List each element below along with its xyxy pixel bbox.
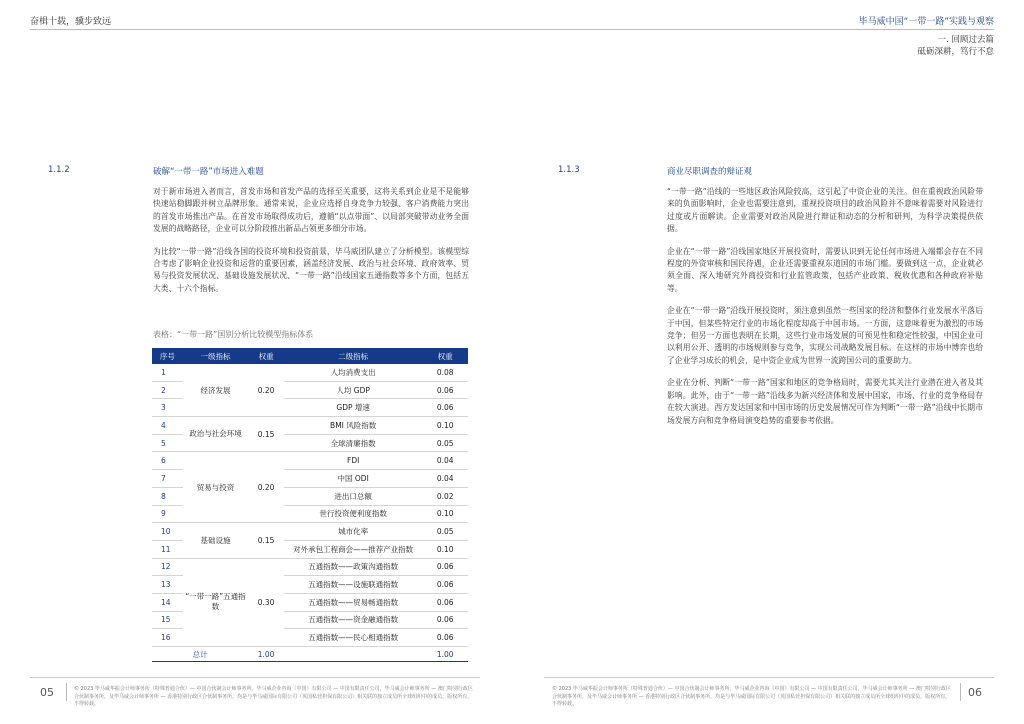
group-weight: 0.30: [248, 558, 284, 646]
row-weight: 0.02: [422, 487, 468, 505]
section-label: 一. 回顾过去篇: [937, 35, 994, 45]
row-indicator: FDI: [284, 452, 422, 470]
footer-divider-left: [66, 683, 67, 701]
row-weight: 0.10: [422, 505, 468, 523]
table-row: [152, 364, 468, 381]
right-paragraph: 企业在分析、判断“一带一路”国家和地区的竞争格局时，需要尤其关注行业潜在进入者及其影响。此外，由于“一带一路”沿线多为新兴经济体和发展中国家，市场、行业的竞争格局存在较大演进。西方发达国家和中国市场的历史发展情况可作为判断“一带一路”沿线中长期市场发展方向和竞争格局演变趋势的重要参考依据。: [667, 378, 983, 425]
row-indicator: BMI 风险指数: [284, 417, 422, 435]
row-weight: 0.05: [422, 434, 468, 452]
footer-copyright-right: © 2023 毕马威华振会计师事务所（特殊普通合伙）— 中国合伙制会计师事务所，毕马威企业咨询（中国）有限公司 — 中国有限责任公司，毕马威会计师事务所 — 澳门特别行政区合伙制事务所，及毕马威会计师事务所 — 香港特别行政区合伙制事务所，均是与毕马威国际有限公司（英国私营担保有限公司）相关联的独立成员所全球组织中的成员。版权所有，不得转载。: [552, 686, 951, 707]
group-name: 基础设施: [183, 523, 248, 558]
footer-copyright-left: © 2023 毕马威华振会计师事务所（特殊普通合伙）— 中国合伙制会计师事务所，毕马威企业咨询（中国）有限公司 — 中国有限责任公司，毕马威会计师事务所 — 澳门特别行政区合伙制事务所，及毕马威会计师事务所 — 香港特别行政区合伙制事务所，均是与毕马威国际有限公司（英国私营担保有限公司）相关联的独立成员所全球组织中的成员。版权所有，不得转载。: [74, 686, 473, 707]
group-name: 经济发展: [183, 364, 248, 417]
group-weight: 0.15: [248, 417, 284, 452]
row-seq: 11: [152, 540, 183, 558]
row-seq: 8: [152, 487, 183, 505]
table-row: [152, 417, 468, 435]
row-indicator: 人均 GDP: [284, 381, 422, 399]
row-seq: 7: [152, 470, 183, 488]
header-left-title: 奋楫十载，骥步致远: [30, 17, 112, 27]
row-indicator: 世行投资便利度指数: [284, 505, 422, 523]
section-subtitle: 砥砺深耕，笃行不怠: [917, 47, 994, 57]
row-weight: 0.06: [422, 611, 468, 629]
total-label: 总计: [152, 647, 248, 662]
row-seq: 4: [152, 417, 183, 435]
row-seq: 9: [152, 505, 183, 523]
right-paragraph: 企业在“一带一路”沿线国家地区开展投资时，需要认识到无论任何市场进入端都会存在不同程度的外资审核和国民待遇，企业还需要重视东道国的市场门槛。要做到这一点，企业就必须全面、深入地研究外商投资和行业监管政策，包括产业政策、税收优惠和各种政府补贴等。: [667, 246, 983, 293]
row-weight: 0.06: [422, 399, 468, 417]
row-indicator: 五通指数——贸易畅通指数: [284, 593, 422, 611]
group-name: 政治与社会环境: [183, 417, 248, 452]
page-number-left: 05: [40, 686, 54, 699]
total-weight: 1.00: [248, 647, 284, 662]
row-weight: 0.10: [422, 417, 468, 435]
left-paragraph: 对于新市场进入者而言，首发市场和首发产品的选择至关重要，这将关系到企业是不是能够快速站稳脚跟并树立品牌形象。通常来说，企业应选择自身竞争力较强、客户消费能力突出的首发市场推出产品。在首发市场取得成功后，遵循“以点带面”、以局部突破带动业务全面发展的战略路径，企业可以分阶段推出新品占领更多细分市场。: [153, 187, 469, 234]
right-section-title: 商业尽职调查的辩证观: [667, 167, 753, 177]
col-header-seq: 序号: [152, 348, 183, 364]
table-header-row: [152, 348, 468, 364]
left-body: [153, 186, 469, 295]
row-seq: 14: [152, 593, 183, 611]
table-row: [152, 452, 468, 470]
row-indicator: 进出口总额: [284, 487, 422, 505]
row-indicator: 全球清廉指数: [284, 434, 422, 452]
col-header-level1: 一级指标: [183, 348, 248, 364]
row-seq: 2: [152, 381, 183, 399]
row-weight: 0.06: [422, 381, 468, 399]
right-body: [667, 186, 983, 427]
right-paragraph: 企业在“一带一路”沿线开展投资时，须注意到虽然一些国家的经济和整体行业发展水平落后于中国，但某些特定行业的市场化程度却高于中国市场。一方面，这意味着更为激烈的市场竞争；但另一方面也表明在长期，这些行业市场发展的可预见性和稳定性较强，中国企业可以利用公开、透明的市场规则参与竞争，实现公司战略发展目标。在这样的市场中博弈也给了企业学习成长的机会，是中资企业成为世界一流跨国公司的重要助力。: [667, 306, 983, 365]
total-row: [152, 647, 468, 662]
header-right-title: 毕马威中国“一带一路”实践与观察: [858, 17, 994, 27]
row-seq: 5: [152, 434, 183, 452]
row-indicator: 五通指数——资金融通指数: [284, 611, 422, 629]
section-tag: [917, 34, 994, 58]
row-seq: 10: [152, 523, 183, 541]
group-weight: 0.15: [248, 523, 284, 558]
row-indicator: 五通指数——设施联通指数: [284, 576, 422, 594]
group-name: “一带一路”五通指数: [183, 558, 248, 646]
row-indicator: 中国 ODI: [284, 470, 422, 488]
row-weight: 0.06: [422, 558, 468, 576]
row-weight: 0.08: [422, 364, 468, 381]
left-section-number: 1.1.2: [48, 165, 70, 175]
left-paragraph: 为比较“一带一路”沿线各国的投资环境和投资前景，毕马威团队建立了分析模型。该模型综合考虑了影响企业投资和运营的重要因素，涵盖经济发展、政治与社会环境、政府效率、贸易与投资发展状况、基础设施发展状况、“一带一路”沿线国家五通指数等多个方面，包括五大类、十六个指标。: [153, 246, 469, 293]
col-header-weight2: 权重: [422, 348, 468, 364]
row-seq: 1: [152, 364, 183, 381]
header-rule: [30, 29, 994, 30]
row-seq: 3: [152, 399, 183, 417]
page-number-right: 06: [968, 686, 982, 699]
footer-rule-left: [30, 677, 480, 678]
col-header-level2: 二级指标: [284, 348, 422, 364]
row-indicator: 五通指数——民心相通指数: [284, 629, 422, 647]
footer-rule-right: [544, 677, 994, 678]
row-weight: 0.04: [422, 452, 468, 470]
total-blank: [284, 647, 422, 662]
footer-divider-right: [960, 683, 961, 701]
row-indicator: 五通指数——政策沟通指数: [284, 558, 422, 576]
row-weight: 0.06: [422, 629, 468, 647]
row-indicator: 人均消费支出: [284, 364, 422, 381]
row-seq: 13: [152, 576, 183, 594]
row-weight: 0.06: [422, 576, 468, 594]
right-section-number: 1.1.3: [558, 165, 580, 175]
row-seq: 6: [152, 452, 183, 470]
row-weight: 0.05: [422, 523, 468, 541]
table-row: [152, 558, 468, 576]
row-indicator: 对外承包工程商会——推荐产业指数: [284, 540, 422, 558]
indicator-table: [152, 348, 468, 662]
row-weight: 0.10: [422, 540, 468, 558]
row-indicator: GDP 增速: [284, 399, 422, 417]
group-name: 贸易与投资: [183, 452, 248, 523]
row-seq: 16: [152, 629, 183, 647]
group-weight: 0.20: [248, 364, 284, 417]
row-weight: 0.06: [422, 593, 468, 611]
row-seq: 12: [152, 558, 183, 576]
col-header-weight1: 权重: [248, 348, 284, 364]
row-indicator: 城市化率: [284, 523, 422, 541]
right-paragraph: “一带一路”沿线的一些地区政治风险较高，这引起了中资企业的关注。但在重视政治风险带来的负面影响时，企业也需要注意到，重视投资项目的政治风险并不意味着需要对风险进行过度或片面解读。企业需要对政治风险进行辩证和动态的分析和研判，为科学决策提供依据。: [667, 187, 983, 234]
table-row: [152, 523, 468, 541]
left-section-title: 破解“一带一路”市场进入难题: [153, 167, 264, 177]
table-caption: 表格：“一带一路”国别分析比较模型指标体系: [153, 330, 314, 339]
group-weight: 0.20: [248, 452, 284, 523]
total-weight-2: 1.00: [422, 647, 468, 662]
row-weight: 0.04: [422, 470, 468, 488]
row-seq: 15: [152, 611, 183, 629]
